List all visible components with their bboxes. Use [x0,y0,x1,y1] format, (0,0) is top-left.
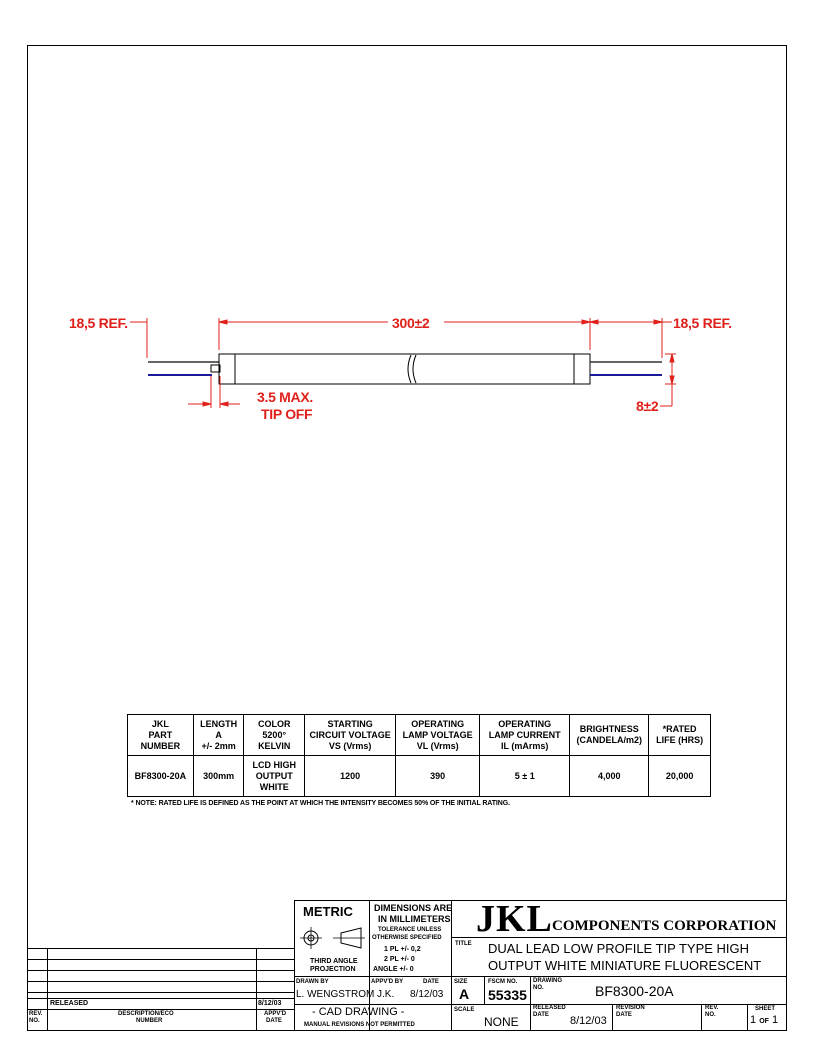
header-brightness: BRIGHTNESS (CANDELA/m2) [570,715,649,756]
cell-operating-current: 5 ± 1 [480,756,570,797]
tip-off-dimension-line2: TIP OFF [261,406,313,422]
appvd-by-label: APPV'D BY [371,979,404,985]
header-length: LENGTH A +/- 2mm [193,715,244,756]
drawn-by-label: DRAWN BY [296,979,329,985]
tolerance-2pl: 2 PL +/- 0 [384,956,415,963]
projection-line1: THIRD ANGLE [310,958,358,965]
cell-starting-voltage: 1200 [305,756,396,797]
drawing-number: BF8300-20A [595,983,674,999]
drawing-no-label2: NO. [533,985,544,991]
revision-released-date: 8/12/03 [258,1000,282,1007]
dims-line2: IN MILLIMETERS [378,914,451,924]
rated-life-note: * NOTE: RATED LIFE IS DEFINED AS THE POINT AT WHICH THE INTENSITY BECOMES 50% OF THE INITIAL RATING. [131,800,510,807]
spec-table-header-row [128,715,711,756]
released-date-label2: DATE [533,1012,549,1018]
desc-col-line1: DESCRIPTION/ECO [118,1011,174,1017]
left-ref-dimension: 18,5 REF. [69,315,128,331]
tip-off-dimension-line1: 3.5 MAX. [257,389,313,405]
sheet-number: 1 OF 1 [750,1014,779,1026]
header-color: COLOR 5200° KELVIN [244,715,305,756]
header-operating-current: OPERATING LAMP CURRENT IL (mArms) [480,715,570,756]
scale-label: SCALE [454,1007,475,1013]
drawn-by: L. WENGSTROM [296,989,375,1000]
appvd-col-line1: APPV'D [264,1011,287,1017]
third-angle-projection-icon [297,925,367,951]
cell-part-number: BF8300-20A [128,756,194,797]
tolerance-1pl: 1 PL +/- 0,2 [384,946,421,953]
released-date: 8/12/03 [570,1015,607,1027]
scale-value: NONE [484,1015,519,1029]
date-label: DATE [423,979,439,985]
size-label: SIZE [454,979,468,985]
cell-rated-life: 20,000 [649,756,711,797]
dims-line1: DIMENSIONS ARE [374,903,453,913]
cell-length: 300mm [193,756,244,797]
diameter-dimension: 8±2 [636,398,659,414]
right-ref-dimension: 18,5 REF. [673,315,732,331]
title-label: TITLE [455,941,472,947]
table-row [128,756,711,797]
break-mark-1 [408,355,411,383]
header-part-number: JKL PART NUMBER [128,715,194,756]
title-line2: OUTPUT WHITE MINIATURE FLUORESCENT [488,958,762,973]
size-value: A [459,986,470,1002]
metric-label: METRIC [303,904,353,919]
sheet-label: SHEET [755,1006,776,1012]
header-rated-life: *RATED LIFE (HRS) [649,715,711,756]
title-line1: DUAL LEAD LOW PROFILE TIP TYPE HIGH [488,941,750,956]
company-logo: JKL [476,898,553,940]
cell-brightness: 4,000 [570,756,649,797]
cell-operating-voltage: 390 [396,756,480,797]
revision-date-label2: DATE [616,1012,632,1018]
revision-date-label1: REVISION [616,1005,645,1011]
released-date-label1: RELEASED [533,1005,566,1011]
rev-col-line1: REV. [29,1011,43,1017]
overall-length-dimension: 300±2 [392,315,430,331]
tolerance-line2: OTHERWISE SPECIFIED [372,935,442,941]
cell-color: LCD HIGH OUTPUT WHITE [244,756,305,797]
rev-no-label2: NO. [705,1012,716,1018]
tube-body [219,354,590,384]
spec-table [127,714,711,797]
header-starting-voltage: STARTING CIRCUIT VOLTAGE VS (Vrms) [305,715,396,756]
approval-date: 8/12/03 [410,989,444,1000]
tolerance-angle: ANGLE +/- 0 [373,966,414,973]
tolerance-line1: TOLERANCE UNLESS [378,927,442,933]
cad-drawing-label: - CAD DRAWING - [312,1006,405,1018]
rev-col-line2: NO. [29,1018,40,1024]
company-name: COMPONENTS CORPORATION [552,918,777,934]
desc-col-line2: NUMBER [136,1018,163,1024]
appvd-col-line2: DATE [266,1018,282,1024]
appvd-by: J.K. [377,989,395,1000]
break-mark-2 [413,355,416,383]
fscm-number: 55335 [488,987,527,1003]
fscm-label: FSCM NO. [488,979,518,985]
drawing-no-label1: DRAWING [533,978,562,984]
projection-line2: PROJECTION [310,966,356,973]
revision-released: RELEASED [50,1000,89,1007]
rev-no-label1: REV. [705,1005,719,1011]
manual-revisions-note: MANUAL REVISIONS NOT PERMITTED [304,1022,415,1028]
header-operating-voltage: OPERATING LAMP VOLTAGE VL (Vrms) [396,715,480,756]
